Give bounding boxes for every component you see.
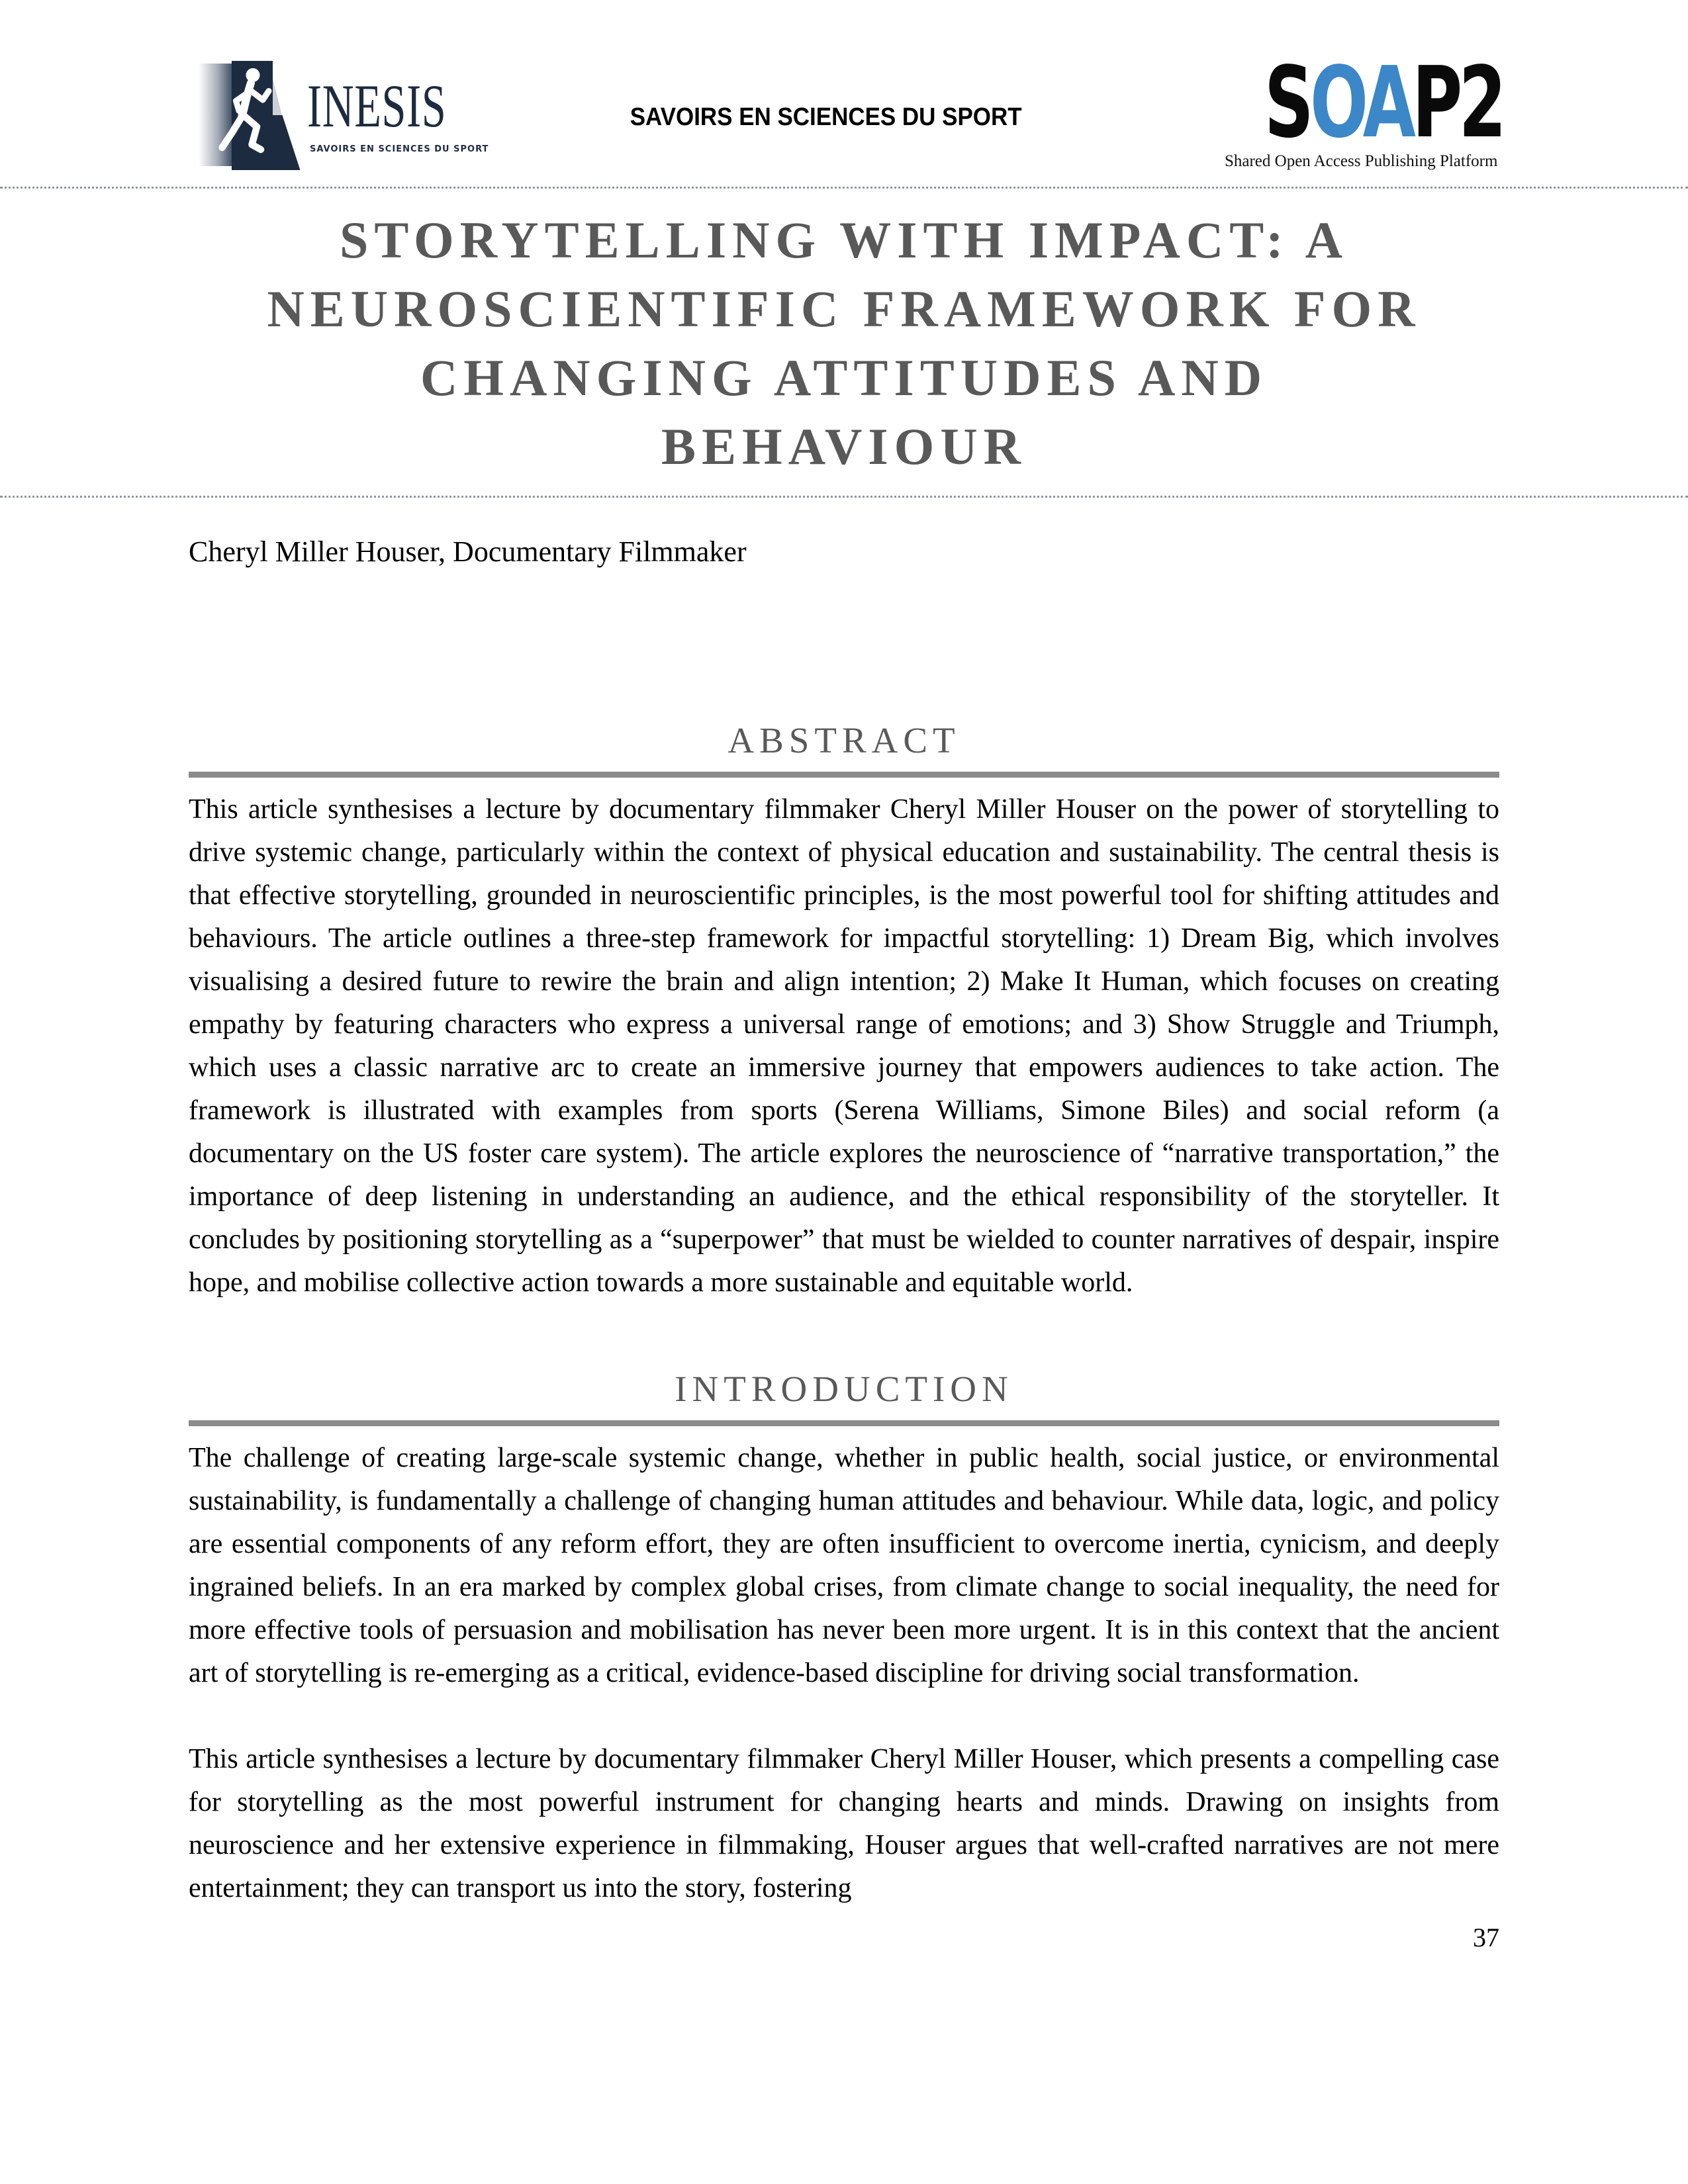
article-title-line-4: BEHAVIOUR — [661, 418, 1027, 475]
introduction-paragraph-2: This article synthesises a lecture by documentary filmmaker Cheryl Miller Houser, which presents a compelling case for storytelling as the most powerful instrument for changing hearts and minds. Drawing on insights from neuroscience and her extensive experience in filmmaking, Houser argues that well-crafted narratives are not mere entertainment; they can transport us into the story, fostering — [189, 1744, 1499, 1903]
header-divider — [0, 187, 1688, 189]
soap2-letter-a: A — [1362, 46, 1413, 159]
kinesis-k-mark — [199, 61, 305, 170]
section-heading-abstract: ABSTRACT — [727, 720, 961, 760]
kinesis-logo — [199, 61, 500, 170]
author-line: Cheryl Miller Houser, Documentary Filmmaker — [189, 535, 747, 568]
journal-header — [0, 0, 1688, 187]
article-title — [189, 206, 1499, 481]
kinesis-text-block — [307, 72, 500, 154]
soap2-wordmark — [1264, 46, 1503, 159]
soap2-letter-s: S — [1264, 46, 1310, 159]
introduction-paragraph-1: The challenge of creating large-scale systemic change, whether in public health, social justice, or environmental sustainability, is fundamentally a challenge of changing human attitudes and behaviour. While data, logic, and policy are essential components of any reform effort, they are often insufficient to overcome inertia, cynicism, and deeply ingrained beliefs. In an era marked by complex global crises, from climate change to social inequality, the need for more effective tools of persuasion and mobilisation has never been more urgent. It is in this context that the ancient art of storytelling is re-emerging as a critical, evidence-based discipline for driving social transformation. — [189, 1443, 1499, 1688]
abstract-paragraph: This article synthesises a lecture by documentary filmmaker Cheryl Miller Houser on the power of storytelling to drive systemic change, particularly within the context of physical education and sustainability. The central thesis is that effective storytelling, grounded in neuroscientific principles, is the most powerful tool for shifting attitudes and behaviours. The article outlines a three-step framework for impactful storytelling: 1) Dream Big, which involves visualising a desired future to rewire the brain and align intention; 2) Make It Human, which focuses on creating empathy by featuring characters who express a universal range of emotions; and 3) Show Struggle and Triumph, which uses a classic narrative arc to create an immersive journey that empowers audiences to take action. The framework is illustrated with examples from sports (Serena Williams, Simone Biles) and social reform (a documentary on the US foster care system). The article explores the neuroscience of “narrative transportation,” the importance of deep listening in understanding an audience, and the ethical responsibility of the storyteller. It concludes by positioning storytelling as a “superpower” that must be wielded to counter narratives of despair, inspire hope, and mobilise collective action towards a more sustainable and equitable world. — [189, 794, 1499, 1298]
runner-icon — [217, 66, 281, 165]
section-heading-introduction: INTRODUCTION — [675, 1369, 1013, 1409]
journal-banner-text: SAVOIRS EN SCIENCES DU SPORT — [630, 103, 1023, 131]
kinesis-wordmark: INESIS — [307, 72, 447, 140]
introduction-heading-rule — [189, 1420, 1499, 1426]
article-title-line-1: STORYTELLING WITH IMPACT: A — [340, 211, 1348, 269]
article-body — [0, 535, 1688, 1953]
soap2-letter-p: P — [1412, 46, 1459, 159]
title-divider — [0, 496, 1688, 498]
soap2-letter-2: 2 — [1458, 46, 1503, 159]
article-title-line-3: CHANGING ATTITUDES AND — [420, 349, 1268, 406]
soap2-letter-o: O — [1310, 46, 1363, 159]
soap2-tagline: Shared Open Access Publishing Platform — [1224, 152, 1498, 170]
soap2-logo — [1224, 46, 1503, 171]
article-title-line-2: NEUROSCIENTIFIC FRAMEWORK FOR — [267, 280, 1421, 338]
kinesis-tagline: SAVOIRS EN SCIENCES DU SPORT — [310, 144, 489, 154]
abstract-heading-rule — [189, 772, 1499, 778]
page-number: 37 — [1473, 1923, 1499, 1952]
